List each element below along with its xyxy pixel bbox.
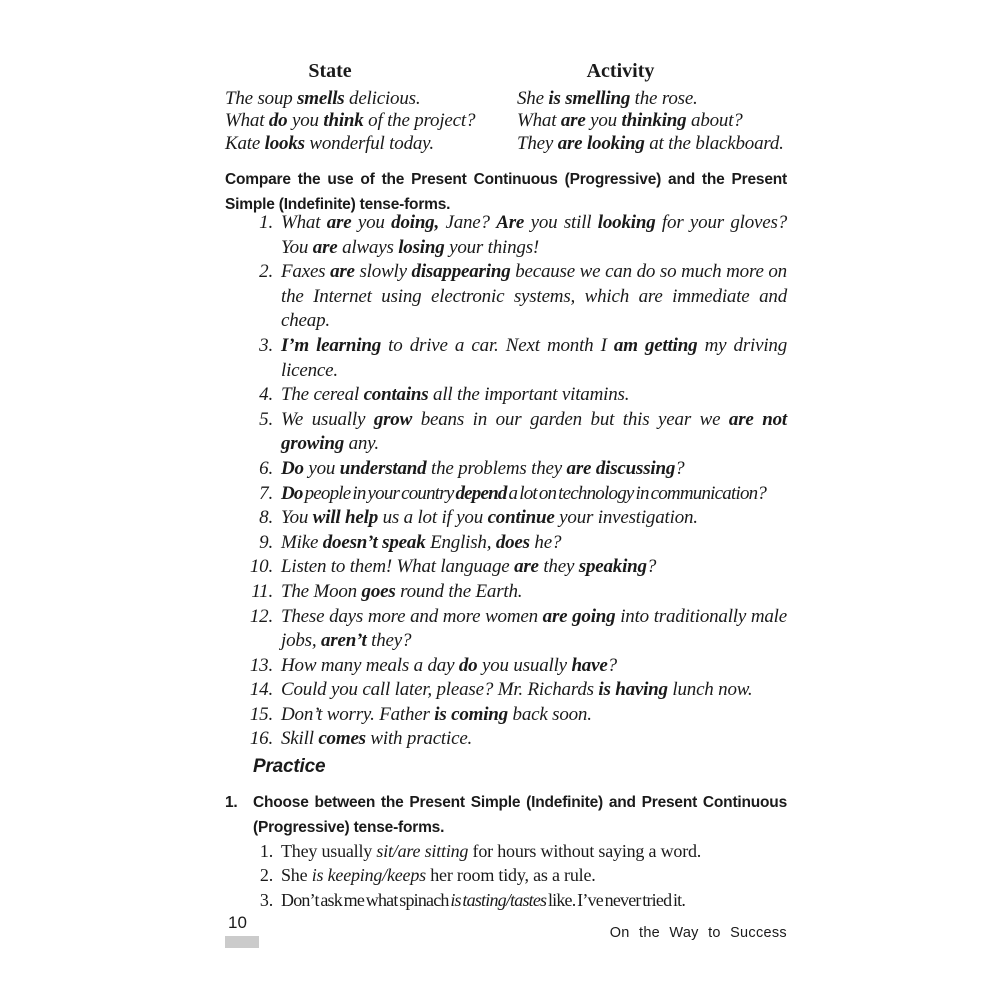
item-text: [281, 727, 787, 752]
emphasis-bold: are: [330, 261, 355, 283]
item-text: [281, 383, 787, 408]
compare-item: [225, 457, 787, 482]
emphasis-bold: is coming: [434, 703, 508, 725]
text-run: She: [281, 865, 312, 886]
item-text: [281, 408, 787, 457]
state-column-header: State: [308, 60, 352, 82]
example-sentence: [225, 110, 517, 132]
text-run: because we can do so much more on the Internet using electronic systems, which are immediate and cheap.: [281, 261, 787, 332]
text-run: her room tidy, as a rule.: [425, 865, 596, 886]
item-text: [281, 839, 787, 863]
practice-item: [225, 839, 787, 863]
text-run: The soup: [225, 88, 298, 109]
item-text: [281, 678, 787, 703]
practice-item: [225, 888, 787, 912]
text-run: of the project?: [363, 110, 476, 132]
text-run: you: [287, 110, 324, 132]
emphasis-bold: are: [560, 110, 586, 132]
item-text: [281, 482, 787, 507]
text-run: they?: [366, 630, 412, 652]
text-run: Don’t worry. Father: [281, 703, 435, 725]
emphasis-bold: are looking: [557, 132, 645, 154]
text-run: he?: [529, 531, 562, 553]
text-run: ?: [646, 556, 657, 578]
emphasis-bold: do: [458, 654, 478, 676]
text-run: into traditionally male jobs,: [281, 605, 787, 652]
emphasis-bold: have: [571, 654, 608, 676]
compare-item: [225, 580, 787, 605]
compare-item: [225, 654, 787, 679]
item-number: 9.: [259, 531, 273, 553]
emphasis-bold: I’m learning: [281, 334, 381, 356]
emphasis-bold: think: [323, 110, 364, 132]
emphasis-bold: aren’t: [320, 630, 367, 652]
text-run: wonderful today.: [304, 132, 434, 154]
compare-item: [225, 605, 787, 654]
text-run: Listen to them! What language: [281, 556, 515, 578]
item-number: 14.: [249, 679, 273, 701]
emphasis-bold: losing: [398, 236, 445, 258]
text-run: They: [517, 132, 558, 154]
emphasis-bold: do: [268, 110, 288, 132]
text-run: Could you call later, please? Mr. Richards: [281, 679, 599, 701]
item-number: 11.: [251, 580, 273, 602]
item-text: [281, 703, 787, 728]
text-run: These days more and more women: [281, 605, 543, 627]
item-number: 12.: [249, 605, 273, 627]
text-run: people in your country: [302, 482, 456, 504]
text-run: like. I’ve never tried it.: [546, 889, 686, 910]
emphasis-bold: Do: [281, 457, 304, 479]
compare-item: [225, 383, 787, 408]
text-run: We usually: [281, 408, 374, 430]
text-run: you: [303, 457, 340, 479]
item-number: 3.: [259, 334, 273, 356]
item-text: [281, 888, 787, 912]
text-run: with practice.: [365, 728, 473, 750]
text-run: ?: [607, 654, 617, 676]
emphasis-bold: grow: [373, 408, 413, 430]
text-run: a lot on technology in communication?: [506, 482, 767, 504]
book-title: On the Way to Success: [609, 925, 787, 941]
item-number: 7.: [259, 482, 273, 504]
state-column: [225, 88, 517, 155]
text-run: round the Earth.: [395, 580, 523, 602]
page-content: [225, 0, 787, 1000]
compare-item: [225, 334, 787, 383]
text-run: delicious.: [344, 88, 421, 109]
text-run: The cereal: [281, 384, 364, 406]
text-run: any.: [344, 433, 379, 455]
exercise-number: 1.: [225, 794, 238, 811]
text-run: How many meals a day: [281, 654, 459, 676]
item-number: 5.: [259, 408, 273, 430]
item-number: 8.: [259, 507, 273, 529]
item-number: 6.: [259, 457, 273, 479]
emphasis-bold: thinking: [621, 110, 687, 132]
text-run: Kate: [225, 132, 265, 154]
page-number-bar: [225, 936, 259, 948]
example-sentence: [225, 88, 517, 110]
emphasis-bold: continue: [487, 507, 555, 529]
text-run: they: [538, 556, 579, 578]
item-number: 15.: [249, 703, 273, 725]
text-run: Jane?: [439, 212, 497, 233]
compare-list: [225, 211, 787, 752]
text-run: What: [281, 212, 327, 233]
item-number: 3.: [259, 889, 273, 910]
emphasis-bold: depend: [455, 482, 507, 504]
text-run: you: [585, 110, 622, 132]
emphasis-bold: smells: [297, 88, 345, 109]
item-number: 1.: [259, 212, 273, 233]
item-text: [281, 654, 787, 679]
compare-item: [225, 703, 787, 728]
emphasis-italic: is tasting/tastes: [450, 889, 547, 910]
text-run: lunch now.: [667, 679, 753, 701]
emphasis-bold: Do: [281, 482, 303, 504]
compare-item: [225, 408, 787, 457]
item-number: 2.: [259, 865, 273, 886]
item-text: [281, 863, 787, 887]
compare-item: [225, 555, 787, 580]
text-run: You: [281, 507, 313, 529]
emphasis-bold: Are: [496, 212, 525, 233]
emphasis-bold: is having: [598, 679, 668, 701]
compare-item: [225, 727, 787, 752]
text-run: you: [351, 212, 392, 233]
example-sentence: [517, 133, 805, 155]
text-run: Skill: [281, 728, 319, 750]
text-run: They usually: [281, 841, 377, 861]
item-text: [281, 457, 787, 482]
compare-instruction: Compare the use of the Present Continuous (Progressive) and the Present Simple (Indefinite) tense-forms.: [225, 171, 787, 213]
compare-item: [225, 211, 787, 260]
exercise-instruction-text: Choose between the Present Simple (Indefinite) and Present Continuous (Progressive) tense-forms.: [253, 794, 787, 836]
example-table: [225, 88, 805, 155]
emphasis-bold: doing,: [391, 212, 440, 233]
emphasis-bold: are: [312, 236, 338, 258]
example-table-headers: [225, 60, 787, 86]
emphasis-bold: am getting: [613, 334, 698, 356]
text-run: for your gloves? You: [281, 212, 788, 258]
emphasis-bold: are discussing: [566, 457, 676, 479]
text-run: you usually: [477, 654, 572, 676]
activity-column-header: Activity: [586, 60, 655, 82]
text-run: us a lot if you: [378, 507, 488, 529]
page-number: 10: [228, 913, 247, 932]
item-number: 1.: [259, 841, 273, 861]
text-run: the problems they: [426, 457, 567, 479]
emphasis-bold: speaking: [578, 556, 647, 578]
compare-item: [225, 482, 787, 507]
text-run: The Moon: [281, 580, 362, 602]
item-text: [281, 334, 787, 383]
emphasis-bold: doesn’t speak: [322, 531, 426, 553]
text-run: She: [517, 88, 549, 109]
item-text: [281, 260, 787, 334]
emphasis-bold: will help: [312, 507, 379, 529]
text-run: at the blackboard.: [644, 132, 784, 154]
emphasis-bold: looking: [597, 212, 656, 233]
item-number: 4.: [259, 384, 273, 406]
emphasis-bold: understand: [339, 457, 427, 479]
text-run: always: [337, 236, 399, 258]
text-run: Mike: [281, 531, 323, 553]
emphasis-bold: looks: [264, 132, 305, 154]
text-run: English,: [425, 531, 496, 553]
text-run: about?: [686, 110, 743, 132]
text-run: to drive a car. Next month I: [381, 334, 614, 356]
text-run: slowly: [354, 261, 412, 283]
item-number: 10.: [249, 556, 273, 578]
activity-column: [517, 88, 805, 155]
text-run: ?: [675, 457, 685, 479]
example-sentence: [517, 110, 805, 132]
practice-instruction: [225, 791, 787, 840]
emphasis-bold: disappearing: [411, 261, 511, 283]
item-number: 2.: [259, 261, 273, 283]
emphasis-bold: is smelling: [548, 88, 631, 109]
emphasis-bold: goes: [361, 580, 396, 602]
emphasis-bold: are going: [542, 605, 616, 627]
compare-item: [225, 260, 787, 334]
text-run: beans in our garden but this year we: [412, 408, 729, 430]
text-run: What: [225, 110, 269, 132]
item-text: [281, 531, 787, 556]
emphasis-bold: are: [326, 212, 352, 233]
practice-item: [225, 863, 787, 887]
emphasis-bold: does: [495, 531, 530, 553]
item-text: [281, 506, 787, 531]
text-run: Faxes: [281, 261, 331, 283]
practice-heading: Practice: [253, 756, 326, 777]
item-number: 13.: [249, 654, 273, 676]
item-text: [281, 211, 787, 260]
text-run: my driving licence.: [281, 334, 788, 381]
item-text: [281, 580, 787, 605]
text-run: your investigation.: [554, 507, 698, 529]
text-run: What: [517, 110, 561, 132]
emphasis-bold: contains: [363, 384, 429, 406]
compare-item: [225, 678, 787, 703]
emphasis-bold: are: [514, 556, 539, 578]
text-run: the rose.: [630, 88, 698, 109]
emphasis-bold: comes: [318, 728, 366, 750]
example-sentence: [225, 133, 517, 155]
text-run: Don’t ask me what spinach: [281, 889, 451, 910]
text-run: for hours without saying a word.: [468, 841, 702, 861]
emphasis-italic: is keeping/keeps: [311, 865, 426, 886]
compare-item: [225, 531, 787, 556]
compare-item: [225, 506, 787, 531]
example-sentence: [517, 88, 805, 110]
text-run: all the important vitamins.: [428, 384, 630, 406]
item-number: 16.: [249, 728, 273, 750]
practice-list: [225, 839, 787, 912]
text-run: you still: [524, 212, 598, 233]
emphasis-italic: sit/are sitting: [376, 841, 469, 861]
item-text: [281, 555, 787, 580]
text-run: your things!: [444, 236, 540, 258]
text-run: back soon.: [507, 703, 592, 725]
emphasis-bold: are not growing: [281, 408, 787, 455]
item-text: [281, 605, 787, 654]
